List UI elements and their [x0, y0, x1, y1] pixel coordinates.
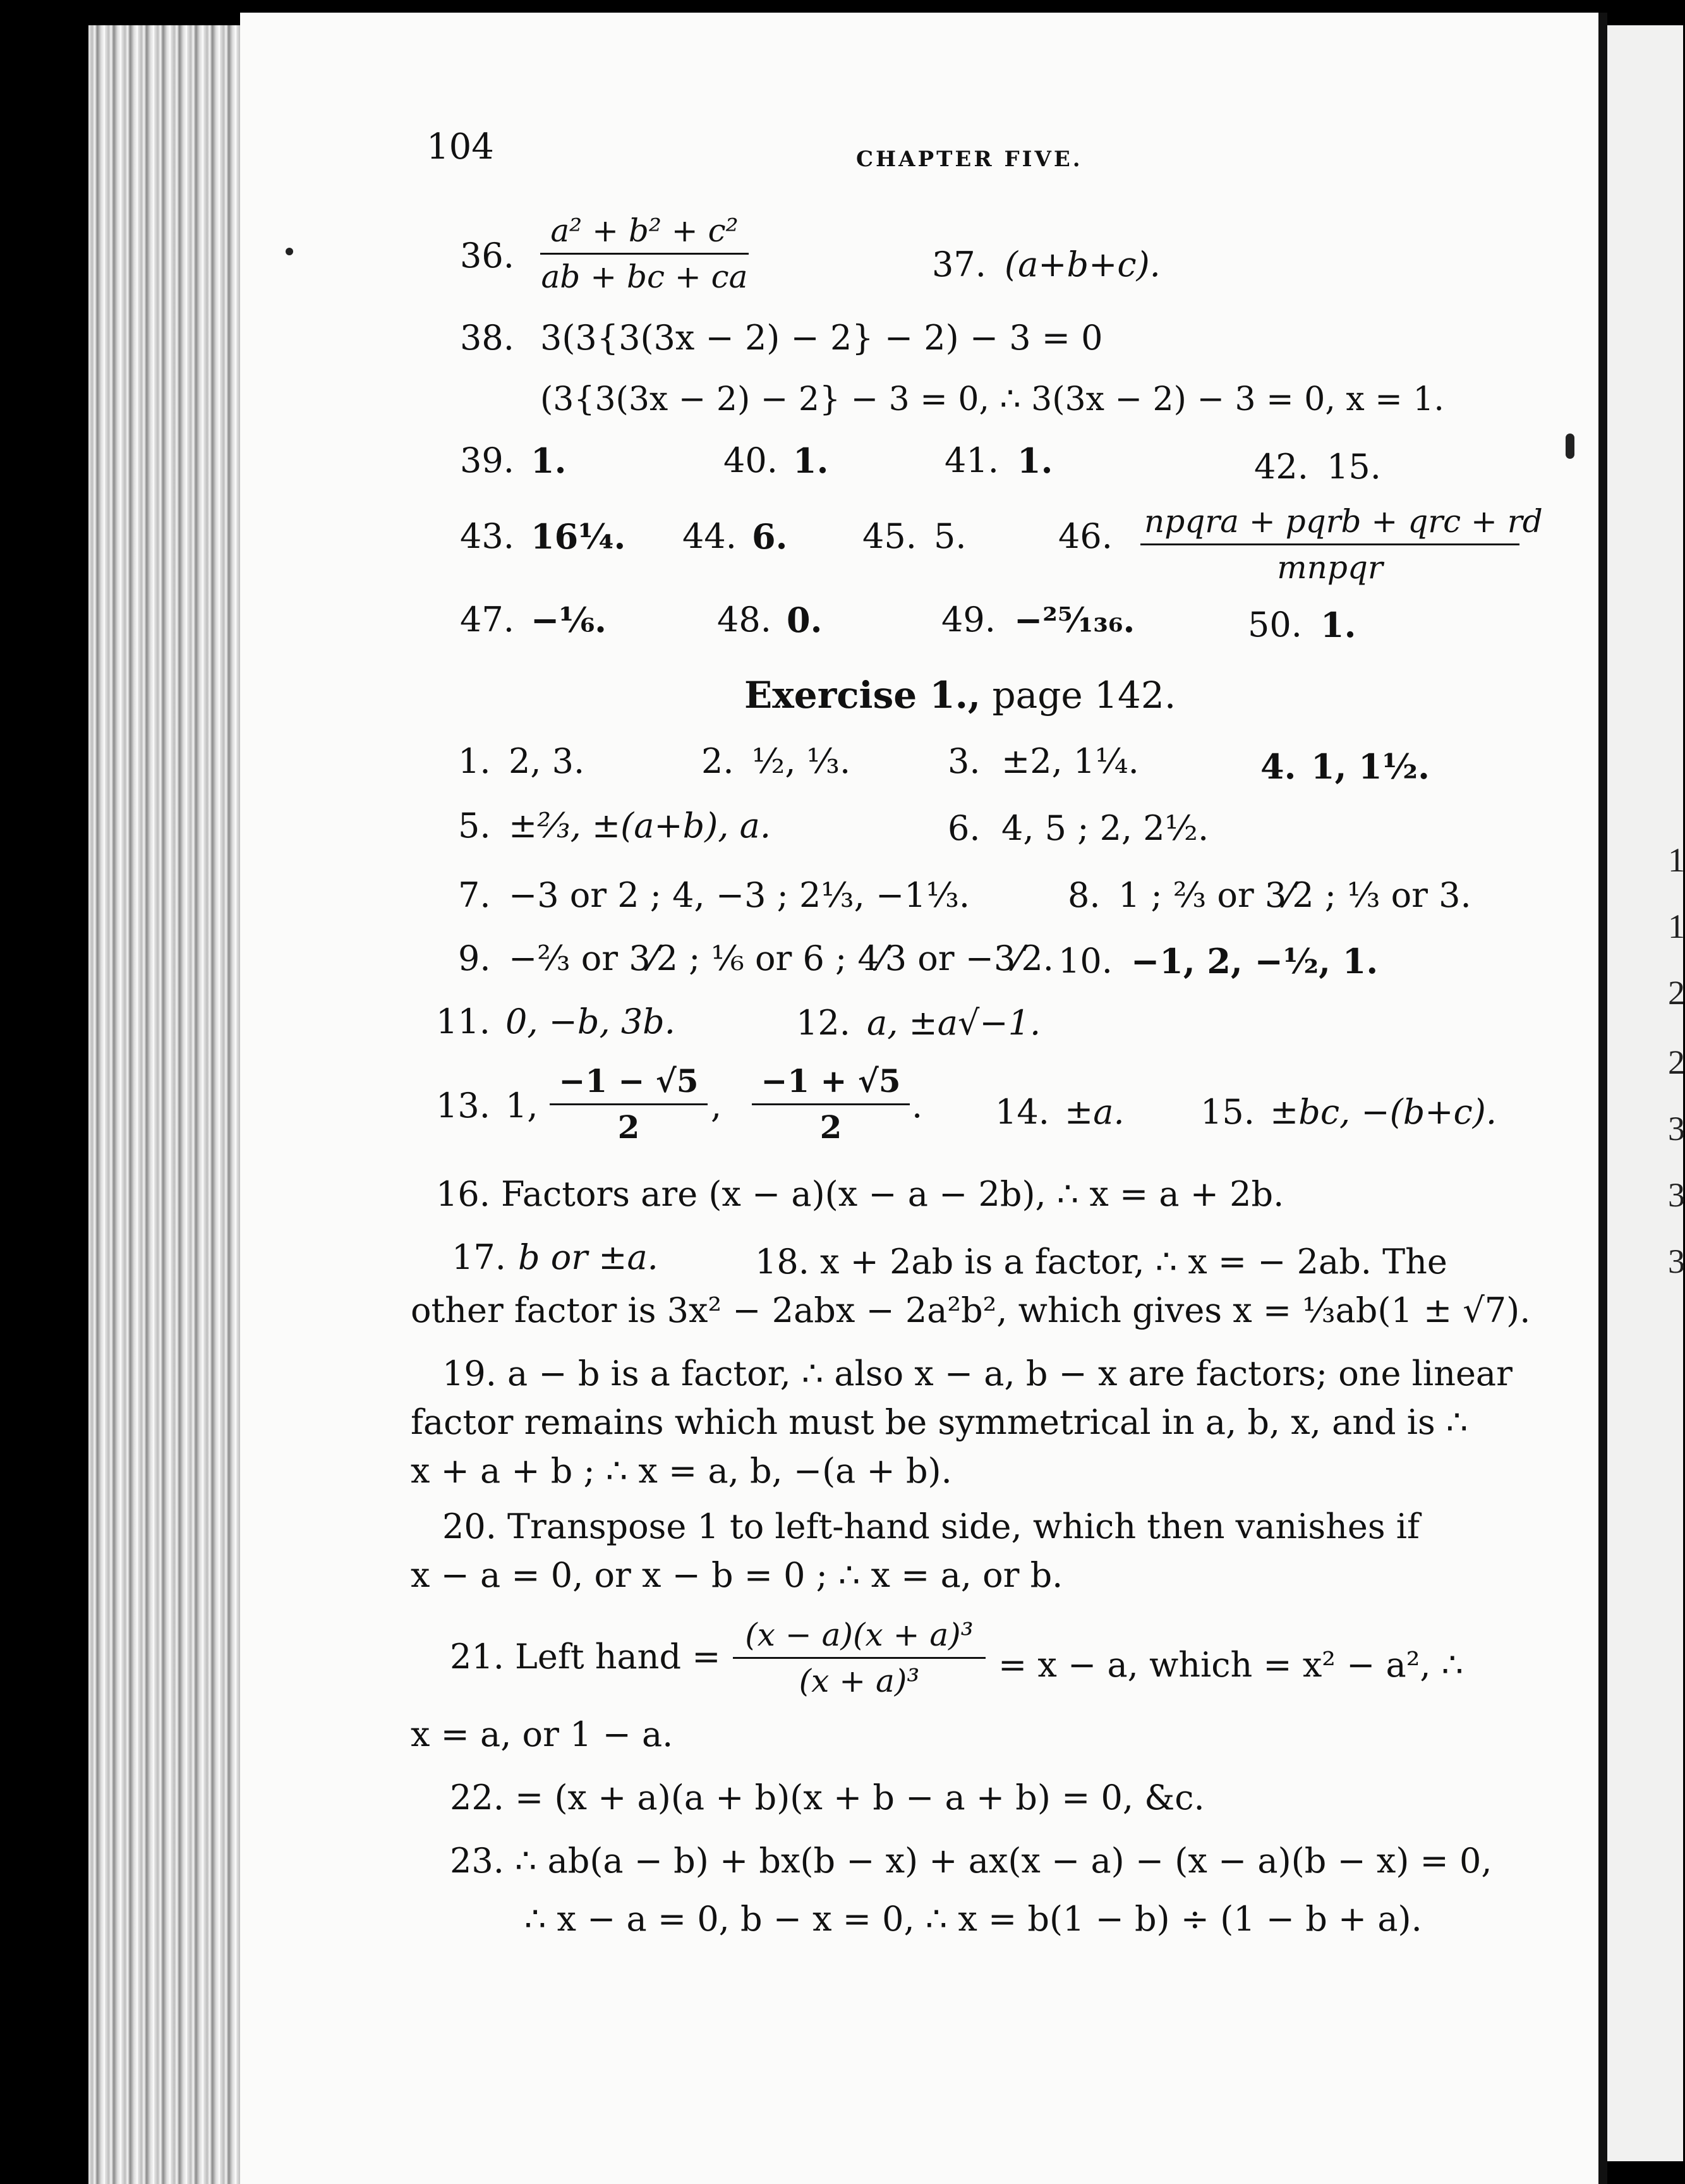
answer-value: 1. — [1017, 440, 1053, 481]
page-edges — [88, 25, 240, 2184]
answer-fraction — [1140, 503, 1543, 586]
answer-value: 0. — [787, 600, 823, 640]
page-number: 104 — [426, 126, 494, 167]
answer-value: (a+b+c). — [1005, 245, 1161, 284]
answer-value: −²⁵⁄₁₃₆. — [1014, 600, 1135, 640]
answer-line: 22. = (x + a)(a + b)(x + b − a + b) = 0, &c. — [450, 1778, 1205, 1817]
answer-number: 5. — [458, 806, 491, 846]
answer-number: 39. — [460, 440, 514, 480]
answer-line: factor remains which must be symmetrical in a, b, x, and is ∴ — [411, 1402, 1468, 1442]
answer-value: 1. — [531, 440, 567, 481]
margin-digit: 2 — [1668, 1043, 1685, 1081]
answer-value: ±a. — [1065, 1092, 1125, 1132]
answer-line: 3(3{3(3x − 2) − 2} − 2) − 3 = 0 — [540, 318, 1103, 358]
answer-number: 44. — [682, 516, 737, 556]
answer-value: ½, ⅓. — [752, 741, 851, 781]
answer-fraction — [550, 1062, 708, 1146]
answer-number: 38. — [460, 318, 514, 358]
answer-line: (3{3(3x − 2) − 2} − 3 = 0, ∴ 3(3x − 2) − 3 = 0, x = 1. — [540, 380, 1444, 418]
answer-value: 1, 1½. — [1311, 746, 1430, 787]
answer-number: 48. — [717, 600, 771, 640]
answer-number: 3. — [948, 741, 981, 781]
answer-line: 20. Transpose 1 to left-hand side, which then vanishes if — [442, 1507, 1420, 1546]
margin-digit: 3 — [1668, 1242, 1685, 1280]
answer-number: 8. — [1068, 875, 1101, 915]
answer-line: 21. Left hand = — [450, 1637, 721, 1677]
answer-value: 1. — [793, 440, 829, 481]
margin-digit: 1 — [1668, 907, 1685, 945]
answer-value: 1. — [1320, 605, 1356, 645]
answer-number: 10. — [1058, 941, 1113, 981]
answer-line: = x − a, which = x² − a², ∴ — [998, 1645, 1464, 1685]
answer-fraction — [540, 212, 749, 295]
fraction-denominator: 2 — [819, 1108, 842, 1146]
exercise-heading — [744, 674, 1176, 717]
exercise-title: Exercise 1., — [744, 674, 981, 717]
fraction-numerator: npqra + pqrb + qrc + rd — [1140, 506, 1519, 545]
fraction-denominator: mnpqr — [1277, 549, 1383, 586]
answer-line: ∴ x − a = 0, b − x = 0, ∴ x = b(1 − b) ÷ (1 − b + a). — [524, 1899, 1422, 1939]
adjacent-page-edge — [1607, 25, 1683, 2161]
answer-number: 45. — [862, 516, 917, 556]
answer-value: −1, 2, −½, 1. — [1131, 941, 1379, 981]
chapter-heading: CHAPTER FIVE. — [856, 147, 1083, 172]
answer-number: 11. — [436, 1002, 490, 1041]
answer-number: 43. — [460, 516, 514, 556]
fraction-numerator: a² + b² + c² — [540, 215, 749, 255]
answer-number: 15. — [1200, 1092, 1255, 1132]
answer-value: ±⅔, ±(a+b), a. — [509, 806, 771, 846]
exercise-page: page 142. — [992, 674, 1176, 717]
answer-fraction — [733, 1619, 986, 1697]
answer-number: 14. — [995, 1092, 1049, 1132]
answer-line: 23. ∴ ab(a − b) + bx(b − x) + ax(x − a) − (x − a)(b − x) = 0, — [450, 1841, 1492, 1881]
answer-value: −⅔ or 3⁄2 ; ⅙ or 6 ; 4⁄3 or −3⁄2. — [509, 938, 1054, 978]
answer-number: 6. — [948, 808, 981, 848]
answer-value: −3 or 2 ; 4, −3 ; 2⅓, −1⅓. — [509, 875, 970, 915]
answer-value: ±bc, −(b+c). — [1270, 1092, 1497, 1132]
answer-value: 1, — [505, 1086, 538, 1125]
answer-value: 16¼. — [531, 516, 626, 557]
answer-line: 16. Factors are (x − a)(x − a − 2b), ∴ x = a + 2b. — [436, 1174, 1284, 1214]
answer-number: 9. — [458, 938, 491, 978]
answer-value: ±2, 1¼. — [1001, 741, 1139, 781]
separator-comma: , — [711, 1086, 722, 1125]
margin-digit: 1 — [1668, 841, 1685, 879]
answer-number: 47. — [460, 600, 514, 640]
answer-value: 1 ; ⅔ or 3⁄2 ; ⅓ or 3. — [1118, 875, 1471, 915]
answer-value: 15. — [1327, 447, 1381, 487]
answer-value: 2, 3. — [509, 741, 585, 781]
answer-value: 5. — [934, 516, 967, 556]
answer-line: x = a, or 1 − a. — [411, 1714, 673, 1754]
answer-number: 50. — [1248, 605, 1302, 645]
answer-line: 19. a − b is a factor, ∴ also x − a, b − x are factors; one linear — [442, 1354, 1513, 1393]
answer-value: a, ±a√−1. — [867, 1003, 1041, 1043]
speck — [286, 248, 293, 255]
answer-number: 13. — [436, 1086, 490, 1125]
separator-period: . — [912, 1086, 923, 1125]
answer-number: 40. — [723, 440, 778, 480]
answer-line: 18. x + 2ab is a factor, ∴ x = − 2ab. The — [755, 1242, 1447, 1282]
answer-number: 4. — [1260, 746, 1296, 787]
answer-number: 49. — [941, 600, 996, 640]
fraction-denominator: ab + bc + ca — [541, 258, 748, 295]
fraction-numerator: (x − a)(x + a)³ — [733, 1619, 986, 1659]
fraction-numerator: −1 + √5 — [752, 1065, 910, 1105]
fraction-denominator: (x + a)³ — [799, 1663, 920, 1699]
answer-line: x − a = 0, or x − b = 0 ; ∴ x = a, or b. — [411, 1555, 1063, 1595]
answer-value: 6. — [752, 516, 788, 557]
answer-value: b or ±a. — [518, 1237, 658, 1277]
gutter — [1598, 13, 1607, 2184]
fraction-numerator: −1 − √5 — [550, 1065, 708, 1105]
answer-value: −⅙. — [531, 600, 607, 640]
answer-number: 46. — [1058, 516, 1113, 556]
answer-number: 12. — [796, 1003, 850, 1043]
answer-value: 4, 5 ; 2, 2½. — [1001, 808, 1209, 848]
answer-number: 41. — [945, 440, 999, 480]
answer-fraction — [752, 1062, 910, 1146]
answer-number: 36. — [460, 236, 514, 276]
margin-digit: 3 — [1668, 1176, 1685, 1214]
answer-number: 1. — [458, 741, 491, 781]
answer-line: other factor is 3x² − 2abx − 2a²b², which gives x = ⅓ab(1 ± √7). — [411, 1290, 1531, 1330]
answer-number: 17. — [452, 1237, 506, 1277]
margin-digit: 2 — [1668, 974, 1685, 1012]
fraction-denominator: 2 — [617, 1108, 640, 1146]
answer-number: 7. — [458, 875, 491, 915]
answer-line: x + a + b ; ∴ x = a, b, −(a + b). — [411, 1451, 952, 1491]
answer-value: 0, −b, 3b. — [505, 1002, 675, 1041]
answer-number: 42. — [1254, 447, 1308, 487]
speck — [1566, 434, 1574, 459]
answer-number: 37. — [932, 245, 986, 284]
margin-digit: 3 — [1668, 1110, 1685, 1148]
answer-number: 2. — [701, 741, 734, 781]
